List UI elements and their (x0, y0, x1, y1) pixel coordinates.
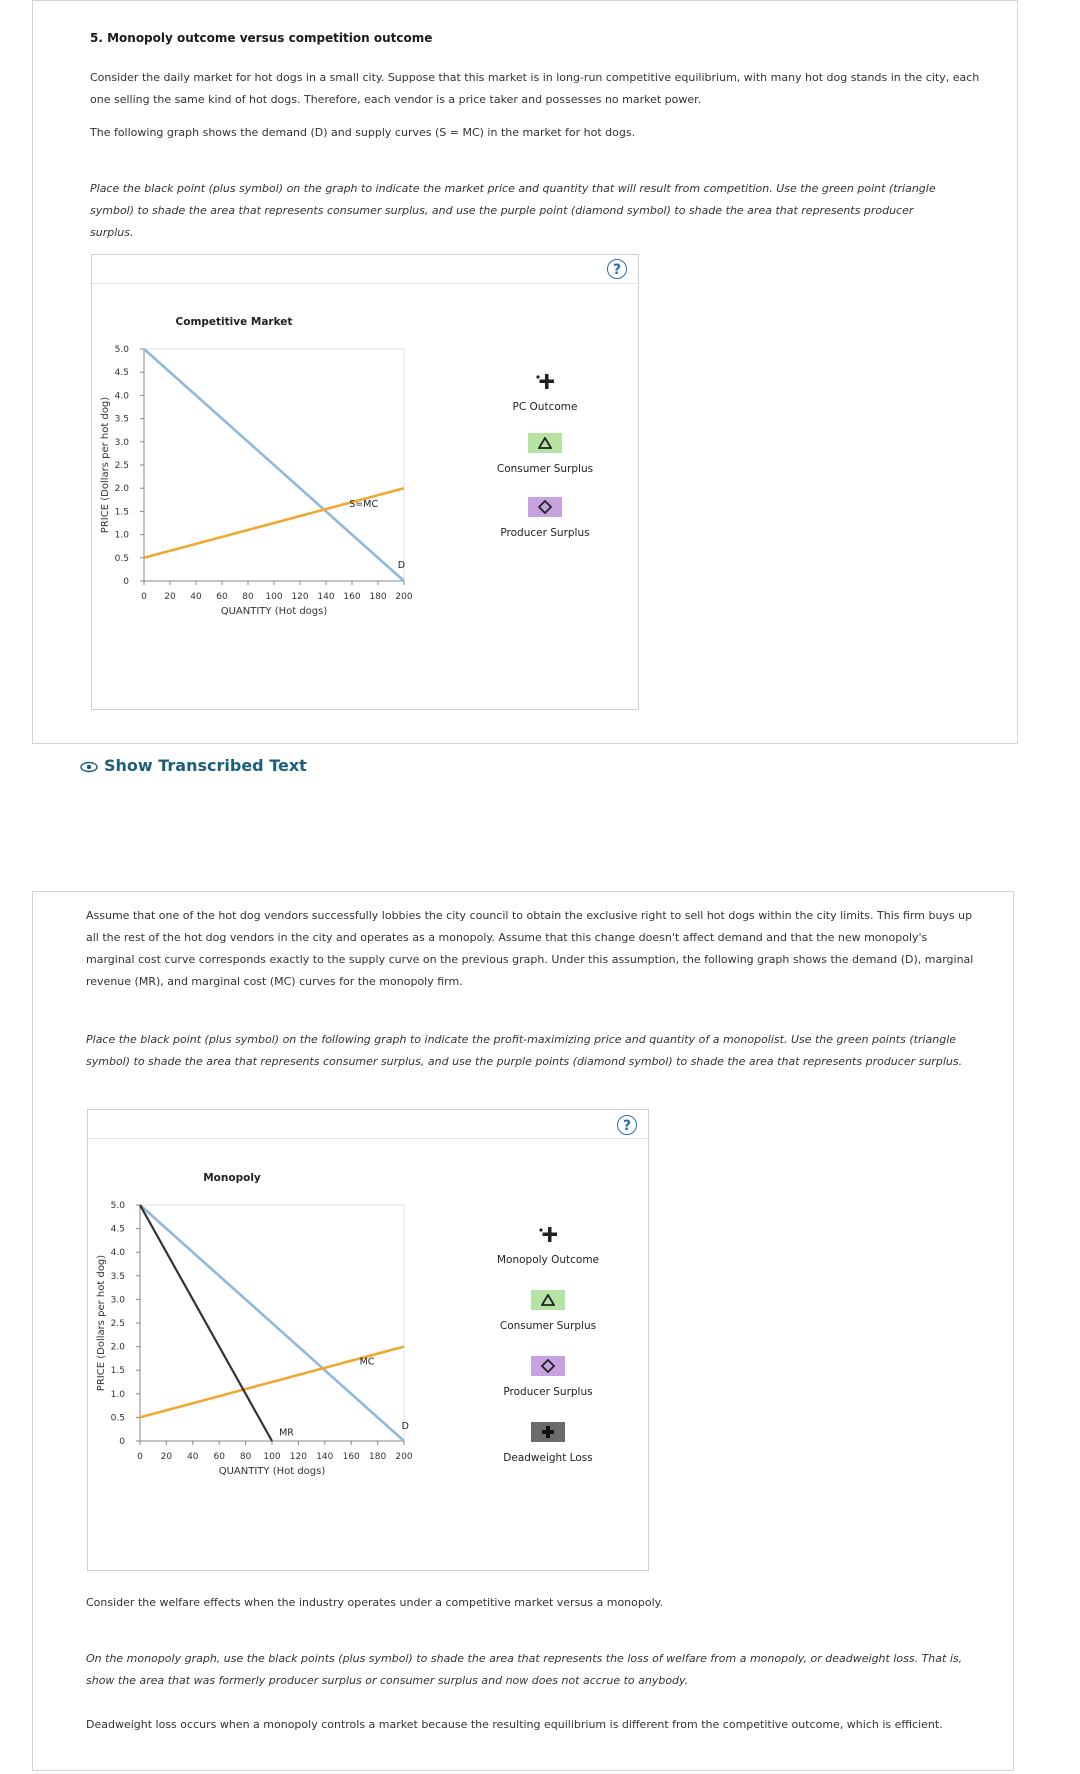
eye-icon (80, 761, 98, 773)
y-tick-label: 4.5 (114, 368, 129, 379)
question-panel-2 (32, 891, 1014, 1771)
graph-toolbar (88, 1110, 648, 1139)
y-tick-label: 2.0 (110, 1342, 125, 1353)
y-tick-label: 3.5 (110, 1271, 125, 1282)
plus-icon (534, 371, 556, 391)
monopoly-chart[interactable] (88, 1138, 458, 1568)
y-axis-title: PRICE (Dollars per hot dog) (96, 1254, 107, 1392)
graph2-instruction: Place the black point (plus symbol) on the following graph to indicate the profit-maximizing price and quantity of a monopolist. Use the green points (triangle symbol) to shade the area that represents consumer surplus, and use the purple points (diamond symbol) to shade the area that represents producer surplus. (86, 1033, 963, 1068)
x-tick-label: 20 (160, 1452, 173, 1462)
legend-label-producer-surplus: Producer Surplus (503, 1386, 593, 1398)
show-transcribed-label: Show Transcribed Text (104, 756, 307, 775)
y-tick-label: 3.5 (114, 414, 129, 425)
monopoly-intro: Assume that one of the hot dog vendors successfully lobbies the city council to obtain the exclusive right to sell hot dogs within the city limits. This firm buys up all the rest of the hot dog vendors in the city and operates as a monopoly. Assume that this change doesn't affect demand and that the new monopoly's marginal cost curve corresponds exactly to the supply curve on the previous graph. Under this assumption, the following graph shows the demand (D), marginal revenue (MR), and marginal cost (MC) curves for the monopoly firm. (86, 909, 974, 988)
y-tick-label: 3.0 (110, 1295, 125, 1306)
y-tick-label: 2.5 (110, 1319, 125, 1329)
x-axis-title: QUANTITY (Hot dogs) (218, 1466, 326, 1477)
graph-description: The following graph shows the demand (D) and supply curves (S = MC) in the market for hot dogs. (90, 126, 636, 139)
x-tick-label: 140 (316, 1452, 334, 1462)
diamond-point-icon[interactable] (531, 1356, 565, 1376)
y-tick-label: 5.0 (114, 345, 129, 355)
legend-label-consumer-surplus: Consumer Surplus (496, 463, 594, 475)
legend-pc-outcome[interactable] (485, 371, 605, 413)
x-tick-label: 100 (265, 592, 283, 602)
x-tick-label: 180 (369, 1452, 387, 1462)
x-tick-label: 120 (289, 1452, 307, 1462)
y-tick-label: 2.5 (114, 461, 129, 471)
x-tick-label: 160 (342, 1452, 360, 1462)
help-icon[interactable]: ? (607, 259, 627, 279)
legend-consumer-surplus[interactable] (485, 433, 605, 475)
legend-label-producer-surplus: Producer Surplus (500, 527, 590, 539)
curve-label-d: D (401, 1421, 409, 1433)
y-tick-label: 0 (119, 1437, 125, 1447)
chart-title: Monopoly (203, 1172, 261, 1184)
legend-label-monopoly-outcome: Monopoly Outcome (496, 1254, 600, 1266)
curve-label-smc: S=MC (349, 498, 379, 510)
y-tick-label: 4.0 (110, 1248, 125, 1259)
intro-paragraph: Consider the daily market for hot dogs in a small city. Suppose that this market is in long-run competitive equilibrium, with many hot dog stands in the city, each one selling the same kind of hot dogs. Therefore, each vendor is a price taker and possesses no market power. (90, 71, 980, 106)
y-tick-label: 4.0 (114, 391, 129, 402)
x-tick-label: 160 (343, 592, 361, 602)
plus-point-icon[interactable] (531, 1422, 565, 1442)
question-title: 5. Monopoly outcome versus competition outcome (90, 31, 433, 45)
y-tick-label: 4.5 (110, 1224, 125, 1235)
plus-point-icon[interactable] (528, 371, 562, 391)
curve-label-mc: MC (359, 1356, 375, 1368)
legend-producer-surplus[interactable] (488, 1356, 608, 1398)
competitive-graph-box (91, 254, 639, 710)
y-tick-label: 1.5 (110, 1366, 125, 1377)
dwl-instruction: On the monopoly graph, use the black points (plus symbol) to shade the area that represents the loss of welfare from a monopoly, or deadweight loss. That is, show the area that was formerly producer surplus or consumer surplus and now does not accrue to anybody. (86, 1652, 963, 1687)
x-tick-label: 180 (369, 592, 387, 602)
x-tick-label: 60 (213, 1452, 225, 1462)
legend-monopoly-outcome[interactable] (488, 1224, 608, 1266)
y-tick-label: 1.0 (114, 530, 129, 541)
dwl-note: Deadweight loss occurs when a monopoly controls a market because the resulting equilibrium is different from the competitive outcome, which is efficient. (86, 1718, 943, 1731)
x-tick-label: 200 (395, 1452, 413, 1462)
x-tick-label: 60 (216, 592, 228, 602)
x-tick-label: 80 (239, 1452, 252, 1462)
welfare-paragraph: Consider the welfare effects when the industry operates under a competitive market versus a monopoly. (86, 1596, 664, 1609)
triangle-icon (541, 1294, 555, 1306)
x-tick-label: 0 (137, 1452, 143, 1462)
diamond-point-icon[interactable] (528, 497, 562, 517)
y-tick-label: 0 (123, 577, 129, 587)
x-tick-label: 140 (317, 592, 335, 602)
graph1-instruction: Place the black point (plus symbol) on the graph to indicate the market price and quantity that will result from competition. Use the green point (triangle symbol) to shade the area that represents consumer surplus, and use the purple point (diamond symbol) to shade the area that represents producer surplus. (90, 182, 936, 239)
legend-label-pc-outcome: PC Outcome (512, 401, 578, 413)
y-tick-label: 0.5 (114, 553, 129, 564)
monopoly-graph-box (87, 1109, 649, 1571)
curve-label-mr: MR (279, 1427, 294, 1439)
plus-point-icon[interactable] (531, 1224, 565, 1244)
triangle-point-icon[interactable] (528, 433, 562, 453)
diamond-icon (541, 1359, 555, 1373)
x-tick-label: 40 (187, 1452, 199, 1462)
competitive-market-chart[interactable] (92, 283, 462, 703)
x-tick-label: 20 (164, 592, 176, 602)
legend-label-deadweight-loss: Deadweight Loss (503, 1452, 593, 1464)
graph-toolbar (92, 255, 638, 284)
plus-icon (537, 1224, 559, 1244)
x-tick-label: 120 (291, 592, 309, 602)
chart-title: Competitive Market (175, 316, 293, 328)
legend-deadweight-loss[interactable] (488, 1422, 608, 1464)
y-axis-title: PRICE (Dollars per hot dog) (100, 396, 111, 534)
x-tick-label: 0 (141, 592, 147, 602)
x-tick-label: 200 (395, 592, 413, 602)
x-axis-title: QUANTITY (Hot dogs) (220, 606, 328, 617)
curve-label-d: D (397, 560, 406, 572)
legend-producer-surplus[interactable] (485, 497, 605, 539)
x-tick-label: 80 (242, 592, 254, 602)
show-transcribed-text-link[interactable] (80, 756, 307, 775)
y-tick-label: 0.5 (110, 1413, 125, 1424)
y-tick-label: 2.0 (114, 484, 129, 495)
legend-label-consumer-surplus: Consumer Surplus (499, 1320, 597, 1332)
x-tick-label: 40 (190, 592, 202, 602)
plus-icon (541, 1425, 555, 1439)
y-tick-label: 3.0 (114, 437, 129, 448)
series-line-mr (140, 1205, 272, 1441)
diamond-icon (538, 500, 552, 514)
triangle-point-icon[interactable] (531, 1290, 565, 1310)
triangle-icon (538, 437, 552, 449)
help-icon[interactable]: ? (617, 1115, 637, 1135)
question-panel-1 (32, 0, 1018, 744)
y-tick-label: 1.0 (110, 1389, 125, 1400)
y-tick-label: 5.0 (110, 1201, 125, 1211)
x-tick-label: 100 (263, 1452, 281, 1462)
legend-consumer-surplus[interactable] (488, 1290, 608, 1332)
y-tick-label: 1.5 (114, 507, 129, 518)
